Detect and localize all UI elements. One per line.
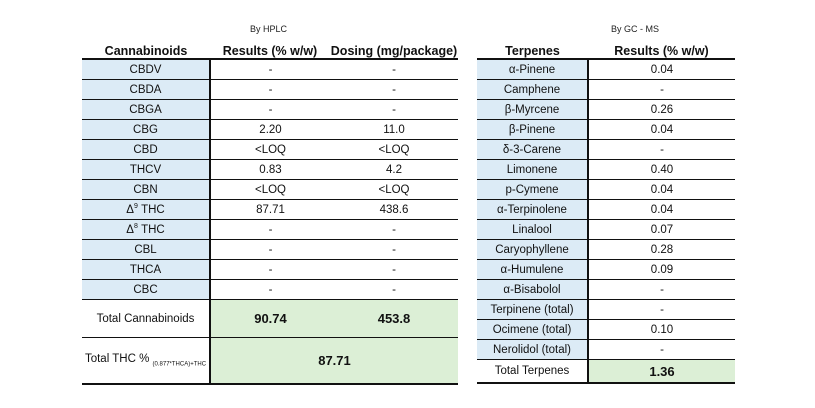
terpene-result: 0.28	[588, 240, 735, 260]
table-row	[82, 100, 458, 120]
terpene-name: Terpinene (total)	[477, 300, 588, 320]
terpene-name: δ-3-Carene	[477, 140, 588, 160]
cannabinoid-result: <LOQ	[210, 180, 330, 200]
table-row	[477, 240, 735, 260]
terpene-result: 0.04	[588, 200, 735, 220]
cannabinoid-result: -	[210, 280, 330, 300]
cannabinoid-name: CBDV	[82, 59, 210, 80]
cannabinoid-dosing: 438.6	[330, 200, 458, 220]
gcms-method-label: By GC - MS	[611, 24, 660, 34]
hplc-method-label: By HPLC	[250, 24, 288, 34]
cannabinoid-name	[82, 200, 210, 220]
cannabinoid-dosing: -	[330, 80, 458, 100]
total-terpenes-row	[477, 360, 735, 384]
total-cannabinoids-row	[82, 300, 458, 338]
table-row	[82, 59, 458, 80]
total-terpenes-result: 1.36	[588, 360, 735, 384]
cannabinoid-dosing: -	[330, 100, 458, 120]
terpene-name: α-Terpinolene	[477, 200, 588, 220]
table-row	[82, 200, 458, 220]
cannabinoid-result: -	[210, 220, 330, 240]
cannabinoid-result: -	[210, 59, 330, 80]
terpenes-table	[477, 40, 735, 384]
total-thc-label	[82, 338, 210, 385]
total-cannabinoids-label: Total Cannabinoids	[82, 300, 210, 338]
terpene-result: 0.04	[588, 120, 735, 140]
cannabinoid-result: -	[210, 80, 330, 100]
cannabinoid-dosing: <LOQ	[330, 180, 458, 200]
table-row	[82, 120, 458, 140]
table-row	[82, 80, 458, 100]
cannabinoid-dosing: -	[330, 240, 458, 260]
cannabinoid-dosing: -	[330, 260, 458, 280]
cannabinoid-name: CBGA	[82, 100, 210, 120]
terpene-name: Camphene	[477, 80, 588, 100]
table-row	[82, 160, 458, 180]
table-row	[477, 180, 735, 200]
table-row	[82, 240, 458, 260]
cannabinoid-name: THCA	[82, 260, 210, 280]
cannabinoid-name: CBDA	[82, 80, 210, 100]
terpene-name: Nerolidol (total)	[477, 340, 588, 360]
table-row	[477, 120, 735, 140]
terpene-results-header: Results (% w/w)	[588, 40, 735, 59]
terpene-name: Caryophyllene	[477, 240, 588, 260]
total-thc-formula: (0.877*THCA)+THC	[152, 361, 207, 368]
total-terpenes-label: Total Terpenes	[477, 360, 588, 384]
terpene-result: 0.10	[588, 320, 735, 340]
table-row	[477, 200, 735, 220]
cannabinoids-header: Cannabinoids	[82, 40, 210, 59]
table-row	[477, 80, 735, 100]
terpene-name: α-Pinene	[477, 59, 588, 80]
cannabinoid-dosing: <LOQ	[330, 140, 458, 160]
cannabinoid-name: THCV	[82, 160, 210, 180]
terpene-result: -	[588, 340, 735, 360]
cannabinoids-table	[82, 40, 458, 385]
dosing-header: Dosing (mg/package)	[330, 40, 458, 59]
terpene-name: Ocimene (total)	[477, 320, 588, 340]
table-row	[477, 160, 735, 180]
table-row	[477, 100, 735, 120]
table-row	[82, 280, 458, 300]
cannabinoid-name: CBN	[82, 180, 210, 200]
table-row	[82, 180, 458, 200]
terpene-name: α-Humulene	[477, 260, 588, 280]
cannabinoid-result: -	[210, 240, 330, 260]
terpene-name: α-Bisabolol	[477, 280, 588, 300]
terpene-name: β-Myrcene	[477, 100, 588, 120]
total-cannabinoids-dosing: 453.8	[330, 300, 458, 338]
terpene-result: 0.26	[588, 100, 735, 120]
table-row	[477, 140, 735, 160]
table-row	[477, 260, 735, 280]
table-row	[477, 59, 735, 80]
terpene-result: 0.40	[588, 160, 735, 180]
cannabinoid-name: CBL	[82, 240, 210, 260]
terpene-result: -	[588, 140, 735, 160]
terpene-result: -	[588, 280, 735, 300]
cannabinoid-name-superscript: 9	[133, 203, 138, 211]
total-thc-value: 87.71	[210, 338, 458, 385]
cannabinoid-dosing: 4.2	[330, 160, 458, 180]
cannabinoid-result: 87.71	[210, 200, 330, 220]
table-row	[477, 220, 735, 240]
cannabinoid-name-prefix: Δ	[126, 203, 134, 216]
table-row	[477, 320, 735, 340]
cannabinoid-dosing: 11.0	[330, 120, 458, 140]
table-row	[82, 260, 458, 280]
cannabinoid-result: 0.83	[210, 160, 330, 180]
terpene-result: -	[588, 300, 735, 320]
terpene-name: Linalool	[477, 220, 588, 240]
terpene-name: Limonene	[477, 160, 588, 180]
cannabinoid-result: -	[210, 100, 330, 120]
terpene-name: p-Cymene	[477, 180, 588, 200]
total-thc-label-text: Total THC %	[84, 353, 150, 366]
cannabinoid-name: CBG	[82, 120, 210, 140]
results-header: Results (% w/w)	[210, 40, 330, 59]
cannabinoid-dosing: -	[330, 59, 458, 80]
cannabinoid-name-suffix: THC	[137, 203, 165, 216]
table-row	[82, 220, 458, 240]
terpene-result: 0.09	[588, 260, 735, 280]
terpene-name: β-Pinene	[477, 120, 588, 140]
cannabinoid-dosing: -	[330, 220, 458, 240]
total-thc-row	[82, 338, 458, 385]
terpene-result: 0.04	[588, 59, 735, 80]
cannabinoid-dosing: -	[330, 280, 458, 300]
cannabinoid-name: CBD	[82, 140, 210, 160]
cannabinoid-name-superscript: 8	[133, 223, 138, 231]
terpene-result: 0.04	[588, 180, 735, 200]
total-cannabinoids-result: 90.74	[210, 300, 330, 338]
table-row	[477, 280, 735, 300]
table-row	[477, 340, 735, 360]
cannabinoid-name	[82, 220, 210, 240]
cannabinoid-name-prefix: Δ	[126, 223, 134, 236]
table-row	[477, 300, 735, 320]
cannabinoid-result: <LOQ	[210, 140, 330, 160]
cannabinoid-result: 2.20	[210, 120, 330, 140]
terpenes-header: Terpenes	[477, 40, 588, 59]
terpene-result: 0.07	[588, 220, 735, 240]
cannabinoid-name-suffix: THC	[137, 223, 165, 236]
cannabinoid-result: -	[210, 260, 330, 280]
terpene-result: -	[588, 80, 735, 100]
cannabinoid-name: CBC	[82, 280, 210, 300]
table-row	[82, 140, 458, 160]
